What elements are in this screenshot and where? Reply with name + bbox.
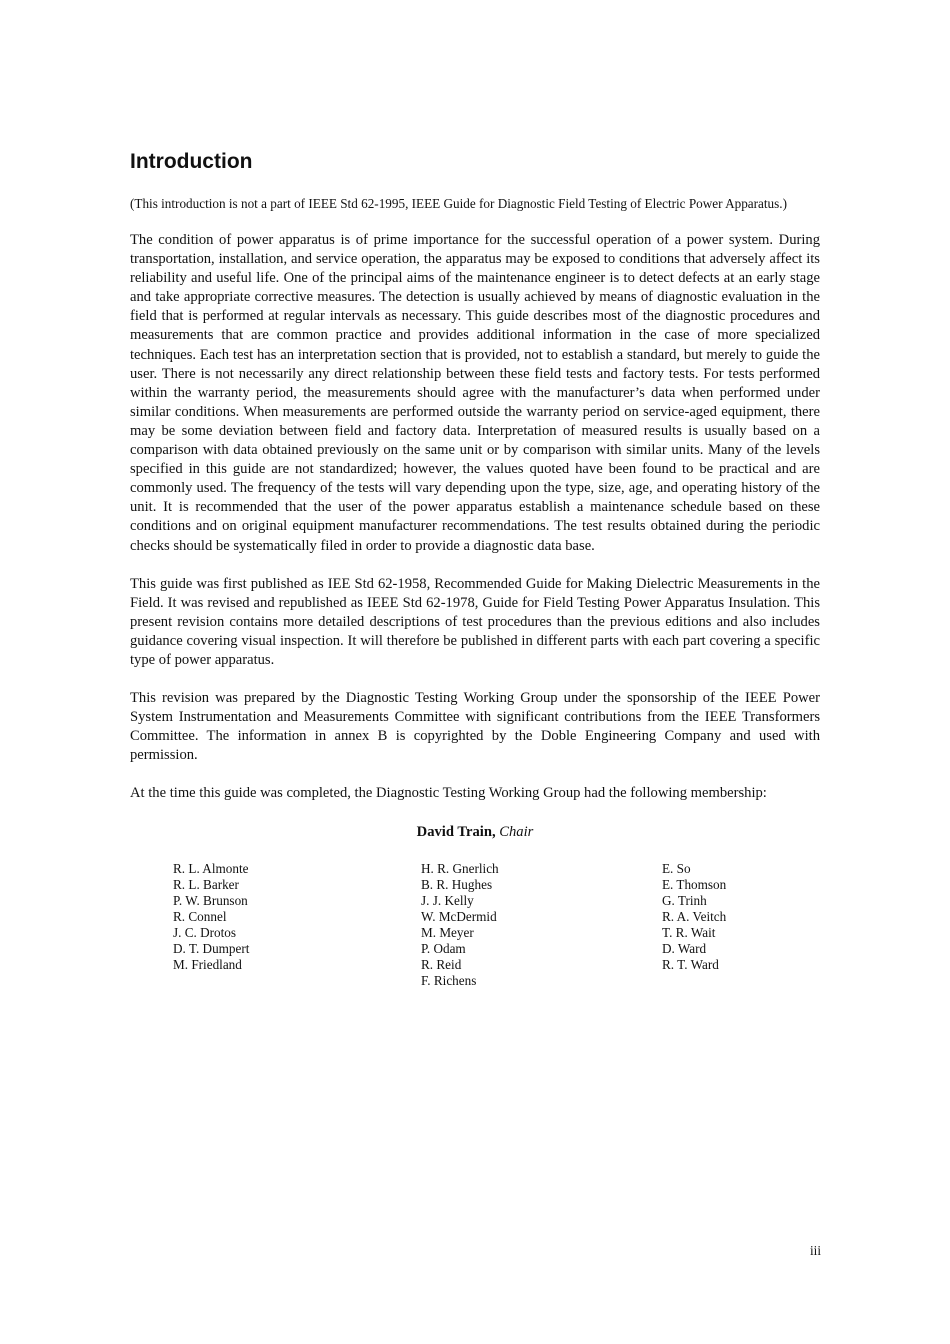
member-column-1 xyxy=(173,861,249,973)
member-column-2 xyxy=(421,861,499,989)
member-name: H. R. Gnerlich xyxy=(421,860,499,876)
working-group-chair xyxy=(130,823,820,842)
member-name: R. L. Almonte xyxy=(173,860,249,876)
page-body xyxy=(130,148,820,1001)
paragraph-history: This guide was first published as IEE Std 62-1958, Recommended Guide for Making Dielectric Measurements in the Field. It was revised and republished as IEEE Std 62-1978, Guide for Field Testing Power Apparatus Insulation. This present revision contains more detailed descriptions of test procedures than the previous editions and also includes guidance covering visual inspection. It will therefore be published in different parts with each part covering a specific type of power apparatus. xyxy=(130,575,820,668)
member-name: R. Connel xyxy=(173,908,227,924)
member-name: W. McDermid xyxy=(421,908,497,924)
member-column-3 xyxy=(662,861,726,973)
member-name: R. L. Barker xyxy=(173,876,239,892)
member-name: F. Richens xyxy=(421,972,477,988)
member-name: T. R. Wait xyxy=(662,924,716,940)
member-name: M. Friedland xyxy=(173,956,242,972)
member-name: G. Trinh xyxy=(662,892,707,908)
member-name: P. W. Brunson xyxy=(173,892,248,908)
introduction-note: (This introduction is not a part of IEEE Std 62-1995, IEEE Guide for Diagnostic Field Testing of Electric Power Apparatus.) xyxy=(130,196,787,211)
member-name: D. T. Dumpert xyxy=(173,940,250,956)
member-name: R. A. Veitch xyxy=(662,908,727,924)
paragraph-condition: The condition of power apparatus is of prime importance for the successful operation of a power system. During transportation, installation, and service operation, the apparatus may be exposed to conditions that adversely affect its reliability and useful life. One of the principal aims of the maintenance engineer is to detect defects at an early stage and take appropriate corrective measures. The detection is usually achieved by means of diagnostic evaluation in the field that is performed at regular intervals as necessary. This guide describes most of the diagnostic procedures and measurements that are common practice and provides additional information in the case of more specialized techniques. Each test has an interpretation section that is provided, not to establish a standard, but merely to guide the user. There is not necessarily any direct relationship between these field tests and factory tests. For tests performed within the warranty period, the measurements should agree with the manufacturer’s data when performed under similar conditions. When measurements are performed outside the warranty period on service-aged equipment, there may be some deviation between field and factory data. Interpretation of measured results is usually based on a comparison with data obtained previously on the same unit or by comparison with similar units. Many of the levels specified in this guide are not standardized; however, the values quoted have been found to be practical and are commonly used. The frequency of the tests will vary depending upon the type, size, age, and operating history of the unit. It is recommended that the user of the power apparatus establish a maintenance schedule based on these conditions and on original equipment manufacturer recommendations. The test results obtained during the periodic checks should be systematically filed in order to provide a diagnostic data base. xyxy=(130,232,820,554)
member-name: E. Thomson xyxy=(662,876,727,892)
member-name: P. Odam xyxy=(421,940,466,956)
paragraph-membership-intro: At the time this guide was completed, the Diagnostic Testing Working Group had the following membership: xyxy=(130,785,767,802)
member-name: J. J. Kelly xyxy=(421,892,474,908)
chair-name: David Train, xyxy=(416,823,496,840)
chair-role: Chair xyxy=(499,823,534,840)
member-name: E. So xyxy=(662,860,691,876)
page-title: Introduction xyxy=(130,150,253,173)
member-name: M. Meyer xyxy=(421,924,474,940)
member-name: D. Ward xyxy=(662,940,707,956)
member-name: R. T. Ward xyxy=(662,956,719,972)
member-name: B. R. Hughes xyxy=(421,876,493,892)
member-list xyxy=(130,861,820,1001)
member-name: R. Reid xyxy=(421,956,462,972)
page-number: iii xyxy=(810,1243,821,1258)
paragraph-sponsorship: This revision was prepared by the Diagnostic Testing Working Group under the sponsorship of the IEEE Power System Instrumentation and Measurements Committee with significant contributions from the IEEE Transformers Committee. The information in annex B is copyrighted by the Doble Engineering Company and used with permission. xyxy=(130,690,820,764)
member-name: J. C. Drotos xyxy=(173,924,237,940)
